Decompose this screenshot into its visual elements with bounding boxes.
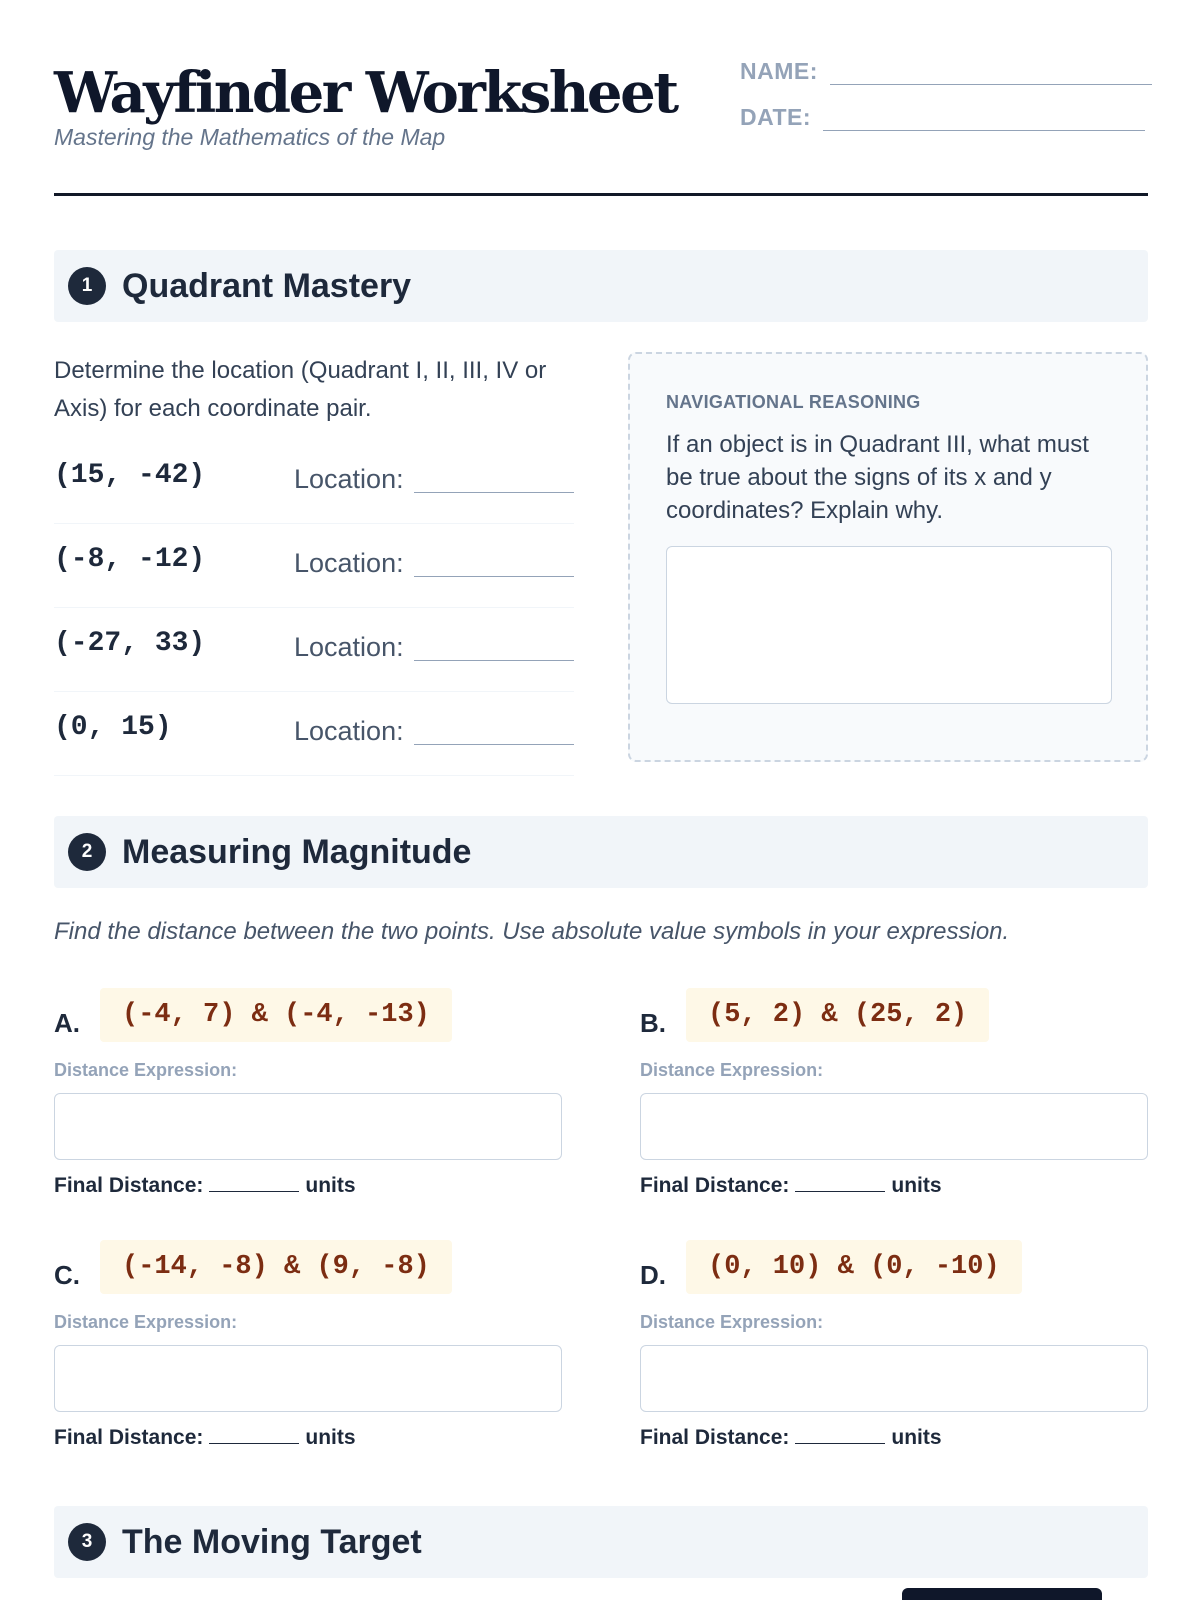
expression-answer-box[interactable] <box>640 1345 1148 1412</box>
section-quadrant-mastery <box>54 250 1148 322</box>
expression-answer-box[interactable] <box>54 1093 562 1160</box>
name-label: NAME: <box>740 58 818 84</box>
location-label: Location: <box>294 632 404 662</box>
date-label: DATE: <box>740 104 812 130</box>
worksheet-page <box>54 0 1148 1600</box>
distance-problem <box>640 1240 1148 1460</box>
section-title: Quadrant Mastery <box>122 266 412 305</box>
expression-label: Distance Expression: <box>640 1312 824 1332</box>
final-distance-label: Final Distance: <box>640 1174 790 1197</box>
problem-points: (5, 2) & (25, 2) <box>686 988 989 1042</box>
final-distance-label: Final Distance: <box>54 1174 204 1197</box>
final-distance-blank[interactable] <box>795 1426 885 1444</box>
section2-instructions: Find the distance between the two points. Use absolute value symbols in your expression. <box>54 918 1010 945</box>
expression-label: Distance Expression: <box>640 1060 824 1080</box>
expression-label: Distance Expression: <box>54 1060 238 1080</box>
units-label: units <box>891 1426 942 1449</box>
section-measuring-magnitude <box>54 816 1148 888</box>
name-field[interactable] <box>830 61 1152 85</box>
final-distance <box>640 1426 942 1450</box>
worksheet-title: Wayfinder Worksheet <box>54 60 677 126</box>
coordinate-row <box>54 608 574 692</box>
expression-answer-box[interactable] <box>54 1345 562 1412</box>
problem-letter: C. <box>54 1260 80 1290</box>
problem-points: (-14, -8) & (9, -8) <box>100 1240 452 1294</box>
coordinate-row <box>54 524 574 608</box>
units-label: units <box>305 1426 356 1449</box>
expression-answer-box[interactable] <box>640 1093 1148 1160</box>
final-distance-label: Final Distance: <box>54 1426 204 1449</box>
final-distance-blank[interactable] <box>209 1174 299 1192</box>
distance-problem <box>54 988 562 1208</box>
location-label: Location: <box>294 716 404 746</box>
location-answer-blank[interactable] <box>414 576 574 577</box>
problem-points: (-4, 7) & (-4, -13) <box>100 988 452 1042</box>
final-distance-label: Final Distance: <box>640 1426 790 1449</box>
reasoning-question: If an object is in Quadrant III, what must be true about the signs of its x and y coordinates? Explain why. <box>666 431 1089 524</box>
reasoning-label: NAVIGATIONAL REASONING <box>666 392 921 412</box>
final-distance <box>54 1426 356 1450</box>
worksheet-subtitle: Mastering the Mathematics of the Map <box>54 124 446 150</box>
reasoning-answer-box[interactable] <box>666 546 1112 704</box>
units-label: units <box>891 1174 942 1197</box>
location-answer-blank[interactable] <box>414 492 574 493</box>
location-label: Location: <box>294 548 404 578</box>
section-title: The Moving Target <box>122 1522 422 1561</box>
section-number-badge: 2 <box>68 833 106 871</box>
distance-problem <box>54 1240 562 1460</box>
coordinate-pair: (-27, 33) <box>54 628 206 659</box>
date-field[interactable] <box>823 107 1145 131</box>
problem-letter: B. <box>640 1008 666 1038</box>
section3-content-block <box>902 1588 1102 1600</box>
final-distance <box>54 1174 356 1198</box>
final-distance-blank[interactable] <box>795 1174 885 1192</box>
expression-label: Distance Expression: <box>54 1312 238 1332</box>
problem-letter: A. <box>54 1008 80 1038</box>
final-distance <box>640 1174 942 1198</box>
coordinate-pair: (0, 15) <box>54 712 172 743</box>
section1-instructions: Determine the location (Quadrant I, II, III, IV or Axis) for each coordinate pair. <box>54 357 547 422</box>
section-number-badge: 1 <box>68 267 106 305</box>
navigational-reasoning-box <box>628 352 1148 762</box>
coordinate-row <box>54 692 574 776</box>
section-title: Measuring Magnitude <box>122 832 472 871</box>
units-label: units <box>305 1174 356 1197</box>
section-number-badge: 3 <box>68 1523 106 1561</box>
date-row <box>740 104 1145 131</box>
coordinate-pair: (-8, -12) <box>54 544 206 575</box>
location-answer-blank[interactable] <box>414 660 574 661</box>
name-row <box>740 58 1152 85</box>
location-label: Location: <box>294 464 404 494</box>
location-answer-blank[interactable] <box>414 744 574 745</box>
coordinate-row <box>54 440 574 524</box>
section-moving-target <box>54 1506 1148 1578</box>
final-distance-blank[interactable] <box>209 1426 299 1444</box>
coordinate-pair: (15, -42) <box>54 460 206 491</box>
worksheet-header <box>54 52 1148 196</box>
problem-letter: D. <box>640 1260 666 1290</box>
problem-points: (0, 10) & (0, -10) <box>686 1240 1022 1294</box>
distance-problem <box>640 988 1148 1208</box>
